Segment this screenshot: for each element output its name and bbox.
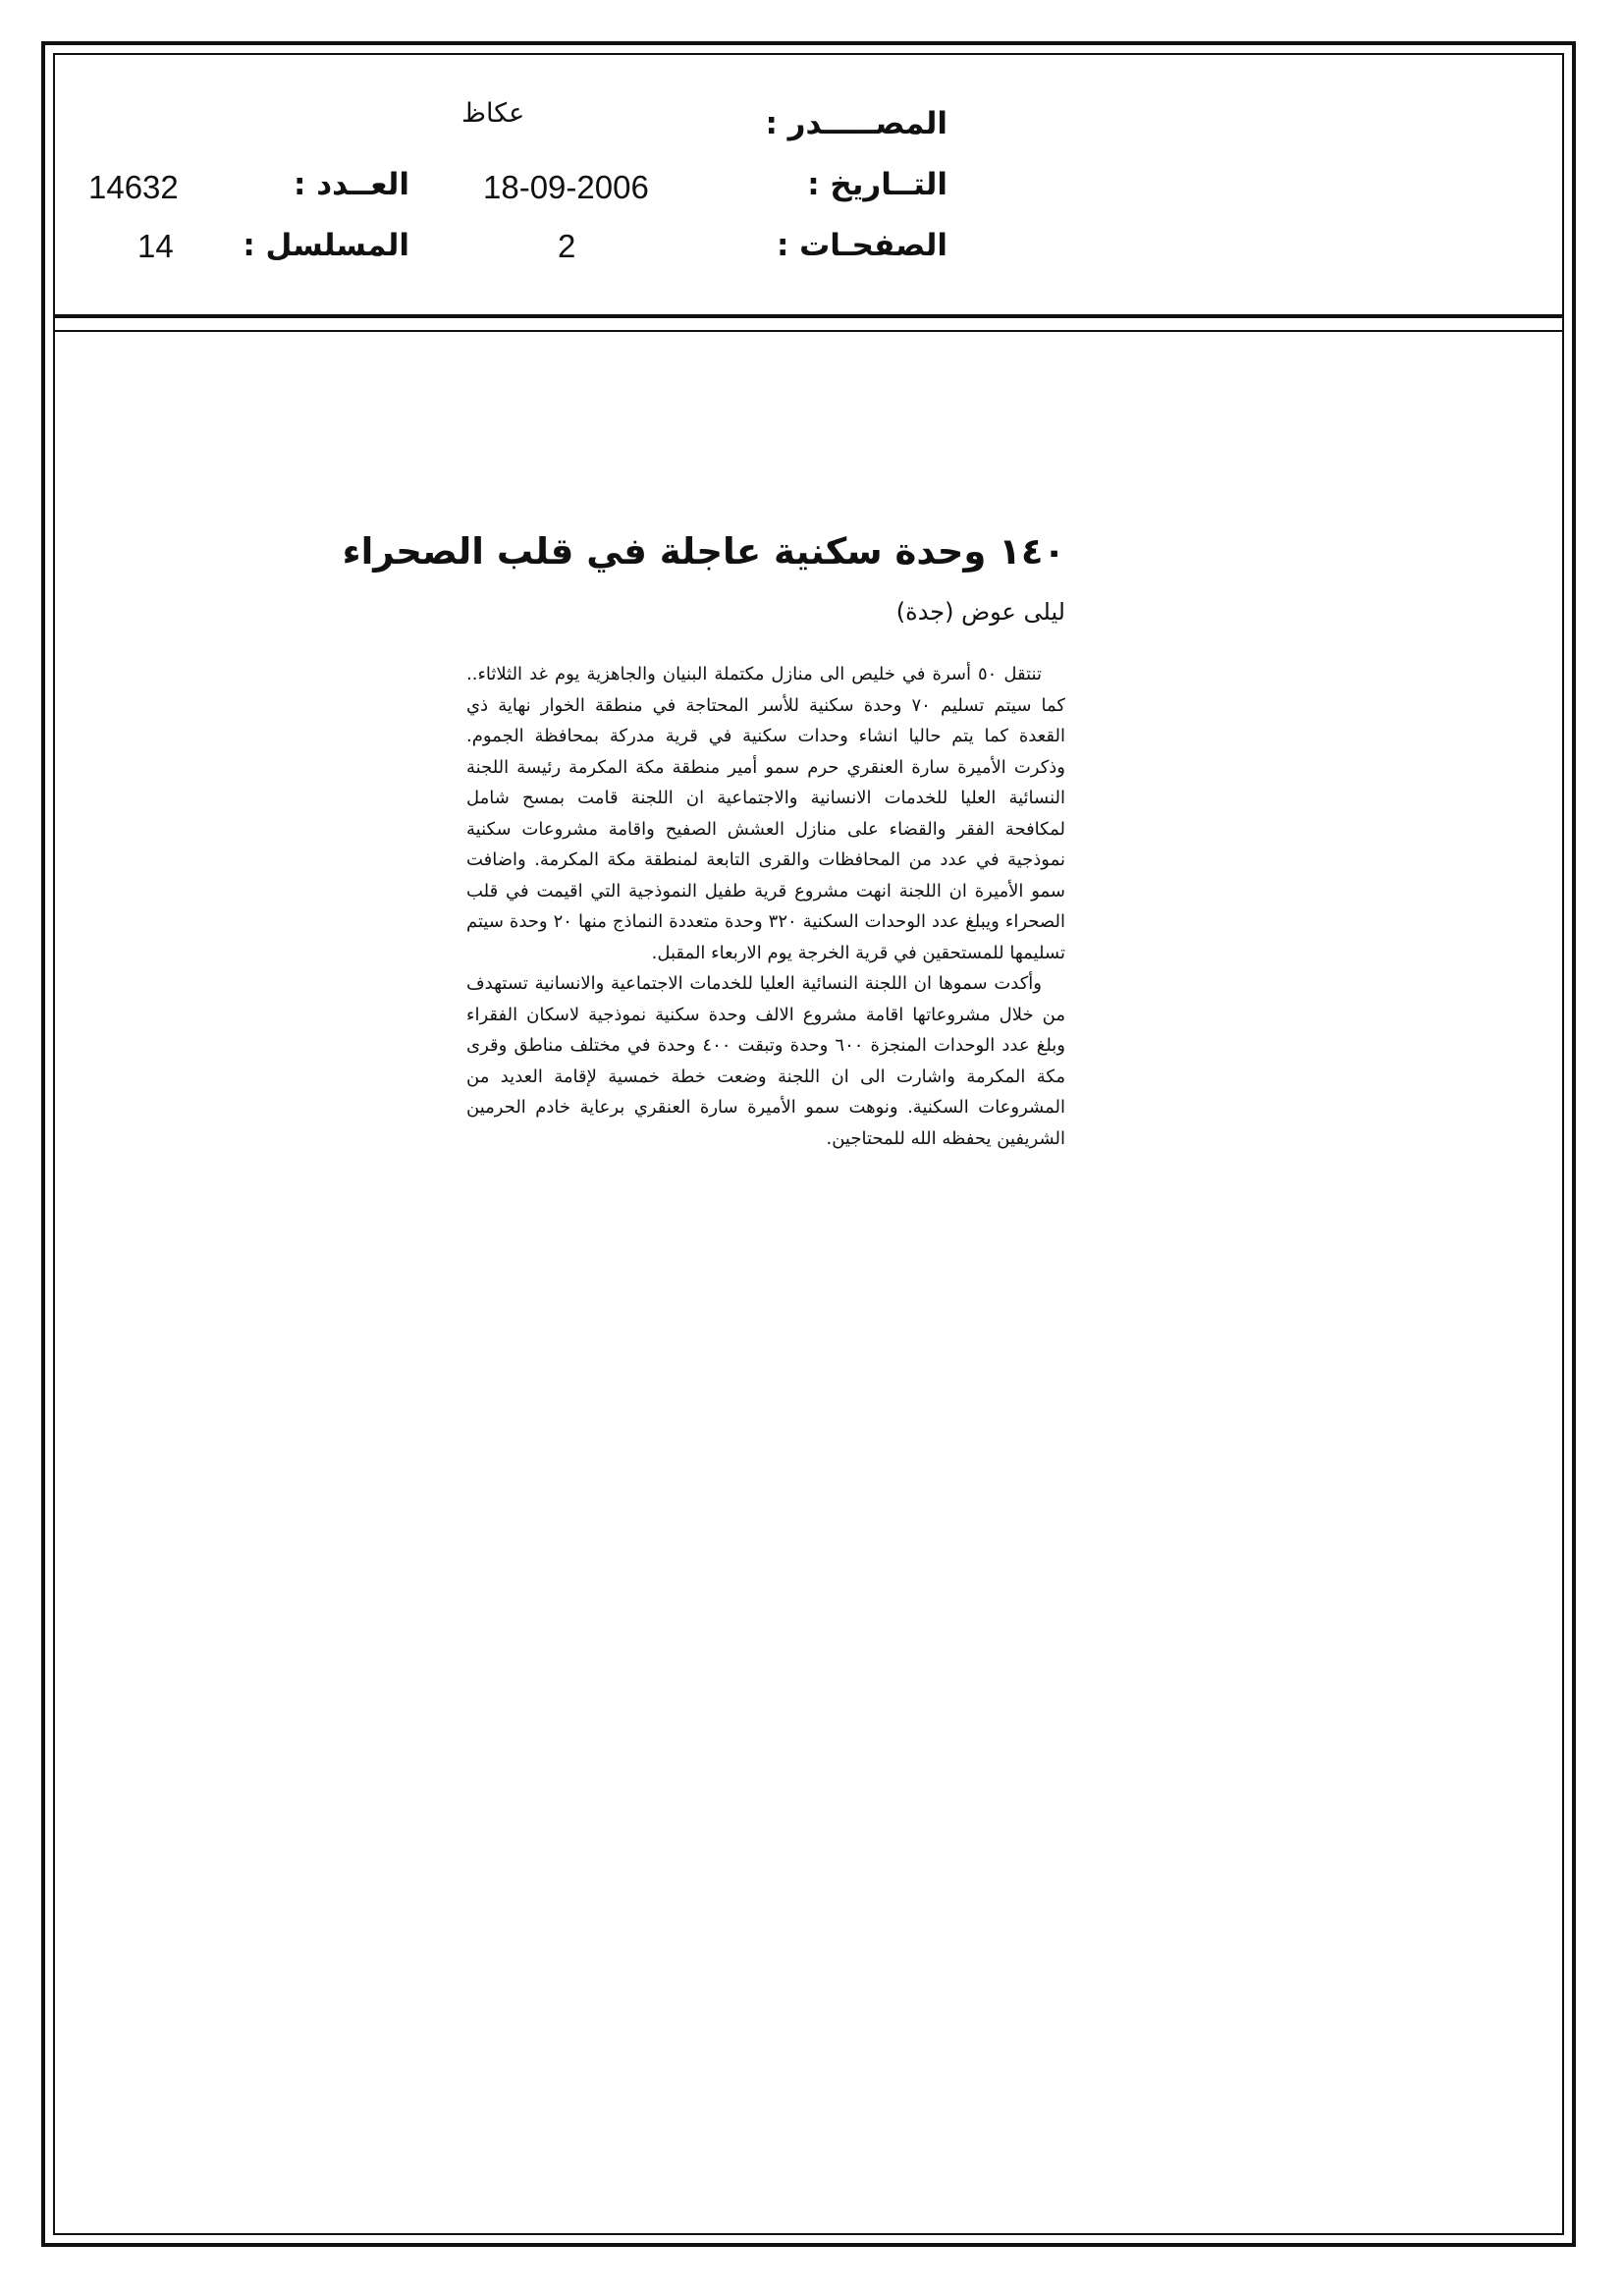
- article-paragraph-2: وأكدت سموها ان اللجنة النسائية العليا للخدمات الاجتماعية والانسانية تستهدف من خلال مشروعاتها اقامة مشروع الالف وحدة سكنية نموذجية لاسكان الفقراء وبلغ عدد الوحدات المنجزة ٦٠٠ وحدة وتبقت ٤٠٠ وحدة في مختلف مناطق وقرى مكة المكرمة واشارت الى ان اللجنة وضعت خطة خمسية لإقامة العديد من المشروعات السكنية. ونوهت سمو الأميرة سارة العنقري برعاية خادم الحرمين الشريفين يحفظه الله للمحتاجين.: [466, 973, 1065, 1149]
- source-label: المصـــــدر :: [765, 106, 947, 141]
- header-divider-thin: [53, 330, 1564, 332]
- issue-value: 14632: [88, 169, 179, 205]
- date-label: التــاريخ :: [807, 167, 947, 202]
- article-clipping: [342, 530, 1065, 1154]
- source-value: عكاظ: [461, 98, 525, 129]
- article-byline: ليلى عوض (جدة): [895, 598, 1065, 626]
- article-headline: ١٤٠ وحدة سكنية عاجلة في قلب الصحراء: [342, 530, 1065, 573]
- pages-label: الصفحـات :: [776, 228, 947, 263]
- header-divider: [53, 314, 1564, 318]
- issue-label: العــدد :: [294, 167, 409, 202]
- pages-value: 2: [558, 228, 576, 264]
- serial-label: المسلسل :: [243, 228, 409, 263]
- article-paragraph-1: تنتقل ٥٠ أسرة في خليص الى منازل مكتملة البنيان والجاهزية يوم غد الثلاثاء.. كما سيتم تسليم ٧٠ وحدة سكنية للأسر المحتاجة في منطقة الخوار نهاية ذي القعدة كما يتم حاليا انشاء وحدات سكنية في قرية مدركة بمحافظة الجموم. وذكرت الأميرة سارة العنقري حرم سمو أمير منطقة مكة المكرمة رئيسة اللجنة النسائية العليا للخدمات الانسانية والاجتماعية ان اللجنة قامت بمسح شامل لمكافحة الفقر والقضاء على منازل العشش الصفيح واقامة مشروعات سكنية نموذجية في عدد من المحافظات والقرى التابعة لمنطقة مكة المكرمة. واضافت سمو الأميرة ان اللجنة انهت مشروع قرية طفيل النموذجية التي اقيمت في قلب الصحراء ويبلغ عدد الوحدات السكنية ٣٢٠ وحدة متعددة النماذج منها ٢٠ وحدة سيتم تسليمها للمستحقين في قرية الخرجة يوم الاربعاء المقبل.: [466, 664, 1065, 963]
- serial-value: 14: [137, 228, 174, 264]
- date-value: 18-09-2006: [483, 169, 649, 205]
